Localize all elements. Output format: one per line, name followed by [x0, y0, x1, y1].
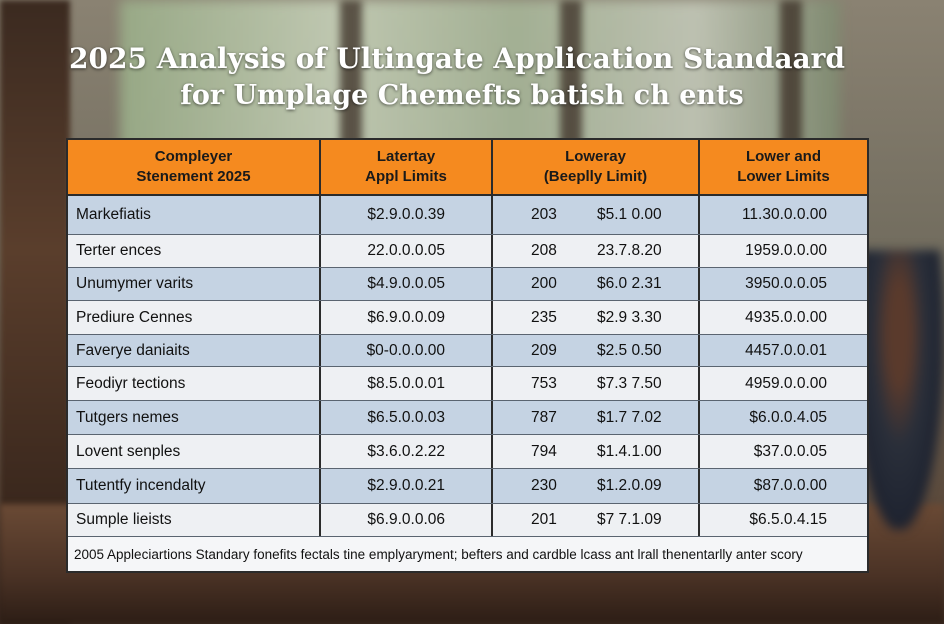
lower-limits-cell — [700, 504, 867, 536]
appl-limit-value: $8.5.0.0.01 — [367, 374, 445, 392]
beeplly-amount: $1.2.0.09 — [597, 477, 662, 494]
appl-limit-cell — [321, 401, 493, 434]
lower-limits-value: 4457.0.0.01 — [745, 341, 827, 359]
appl-limit-value: $0-0.0.0.00 — [366, 341, 445, 359]
beeplly-limit-cell — [493, 469, 700, 503]
beeplly-count: 203 — [531, 206, 557, 223]
row-label: Sumple lieists — [76, 511, 172, 528]
table-footnote: 2005 Appleciartions Standary fonefits fectals tine emplyaryment; befters and cardble lcass ant lrall thenentarlly anter scory — [68, 537, 867, 571]
appl-limit-cell — [321, 367, 493, 400]
row-label: Faverye daniaits — [76, 341, 190, 359]
row-label-cell — [68, 335, 321, 366]
beeplly-limit-cell — [493, 435, 700, 468]
table-row — [68, 335, 867, 367]
appl-limit-cell — [321, 469, 493, 503]
table-row — [68, 401, 867, 435]
row-label-cell — [68, 301, 321, 334]
appl-limit-value: $2.9.0.0.21 — [367, 477, 445, 494]
row-label-cell — [68, 504, 321, 536]
table-row — [68, 301, 867, 335]
lower-limits-cell — [700, 367, 867, 400]
table-row — [68, 367, 867, 401]
title-line-1: 2025 Analysis of Ultingate Application Standaard — [69, 42, 845, 75]
appl-limit-cell — [321, 504, 493, 536]
appl-limit-cell — [321, 435, 493, 468]
appl-limit-value: $6.9.0.0.06 — [367, 511, 445, 528]
table-row — [68, 268, 867, 301]
row-label: Feodiyr tections — [76, 374, 186, 392]
row-label-cell — [68, 401, 321, 434]
table-header-row — [68, 140, 867, 196]
row-label-cell — [68, 268, 321, 300]
appl-limit-cell — [321, 335, 493, 366]
beeplly-amount: $5.1 0.00 — [597, 206, 662, 223]
row-label: Tutentfy incendalty — [76, 477, 206, 494]
limits-table — [66, 138, 869, 573]
beeplly-count: 794 — [531, 442, 557, 460]
header-cell: Loweray (Beeplly Limit) — [493, 140, 700, 194]
beeplly-amount: $7 7.1.09 — [597, 511, 662, 528]
appl-limit-value: $2.9.0.0.39 — [367, 206, 445, 223]
beeplly-limit-cell — [493, 196, 700, 234]
appl-limit-cell — [321, 196, 493, 234]
appl-limit-value: $6.9.0.0.09 — [367, 308, 445, 326]
beeplly-amount: $2.9 3.30 — [597, 308, 662, 326]
lower-limits-cell — [700, 469, 867, 503]
row-label-cell — [68, 196, 321, 234]
lower-limits-value: 3950.0.0.05 — [745, 275, 827, 292]
lower-limits-value: 4935.0.0.00 — [745, 308, 827, 326]
beeplly-limit-cell — [493, 504, 700, 536]
beeplly-limit-cell — [493, 401, 700, 434]
beeplly-limit-cell — [493, 235, 700, 267]
lower-limits-cell — [700, 435, 867, 468]
row-label: Terter ences — [76, 242, 162, 259]
beeplly-count: 200 — [531, 275, 557, 292]
beeplly-amount: $1.7 7.02 — [597, 408, 662, 426]
lower-limits-value: $6.5.0.4.15 — [749, 511, 827, 528]
appl-limit-cell — [321, 235, 493, 267]
beeplly-amount: $2.5 0.50 — [597, 341, 662, 359]
beeplly-limit-cell — [493, 367, 700, 400]
appl-limit-value: 22.0.0.0.05 — [367, 242, 445, 259]
lower-limits-cell — [700, 401, 867, 434]
row-label: Lovent senples — [76, 442, 181, 460]
row-label: Unumymer varits — [76, 275, 194, 292]
lower-limits-cell — [700, 235, 867, 267]
beeplly-count: 209 — [531, 341, 557, 359]
table-row — [68, 504, 867, 537]
lower-limits-cell — [700, 196, 867, 234]
title-line-2: for Umplage Chemefts batish ch ents — [180, 80, 744, 111]
page-title — [0, 40, 944, 114]
beeplly-amount: $7.3 7.50 — [597, 374, 662, 392]
header-cell: Compleyer Stenement 2025 — [68, 140, 321, 194]
table-row — [68, 469, 867, 504]
appl-limit-value: $6.5.0.0.03 — [367, 408, 445, 426]
lower-limits-value: 4959.0.0.00 — [745, 374, 827, 392]
beeplly-limit-cell — [493, 268, 700, 300]
row-label: Tutgers nemes — [76, 408, 179, 426]
lower-limits-value: 11.30.0.0.00 — [741, 206, 827, 223]
table-body — [68, 196, 867, 537]
beeplly-amount: $6.0 2.31 — [597, 275, 662, 292]
beeplly-amount: $1.4.1.00 — [597, 442, 662, 460]
table-row — [68, 235, 867, 268]
beeplly-limit-cell — [493, 335, 700, 366]
table-row — [68, 435, 867, 469]
beeplly-count: 753 — [531, 374, 557, 392]
lower-limits-value: $37.0.0.05 — [753, 442, 827, 460]
lower-limits-value: 1959.0.0.00 — [745, 242, 827, 259]
beeplly-count: 208 — [531, 242, 557, 259]
appl-limit-value: $3.6.0.2.22 — [367, 442, 445, 460]
beeplly-count: 235 — [531, 308, 557, 326]
header-cell: Latertay Appl Limits — [321, 140, 493, 194]
row-label-cell — [68, 367, 321, 400]
table-row — [68, 196, 867, 235]
beeplly-count: 787 — [531, 408, 557, 426]
beeplly-amount: 23.7.8.20 — [597, 242, 662, 259]
row-label: Markefiatis — [76, 206, 151, 223]
appl-limit-value: $4.9.0.0.05 — [367, 275, 445, 292]
row-label-cell — [68, 469, 321, 503]
lower-limits-cell — [700, 301, 867, 334]
appl-limit-cell — [321, 301, 493, 334]
row-label-cell — [68, 435, 321, 468]
beeplly-count: 230 — [531, 477, 557, 494]
lower-limits-value: $6.0.0.4.05 — [749, 408, 827, 426]
beeplly-limit-cell — [493, 301, 700, 334]
header-cell: Lower and Lower Limits — [737, 148, 830, 185]
row-label-cell — [68, 235, 321, 267]
lower-limits-cell — [700, 268, 867, 300]
lower-limits-value: $87.0.0.00 — [753, 477, 827, 494]
beeplly-count: 201 — [531, 511, 557, 528]
row-label: Prediure Cennes — [76, 308, 193, 326]
appl-limit-cell — [321, 268, 493, 300]
lower-limits-cell — [700, 335, 867, 366]
